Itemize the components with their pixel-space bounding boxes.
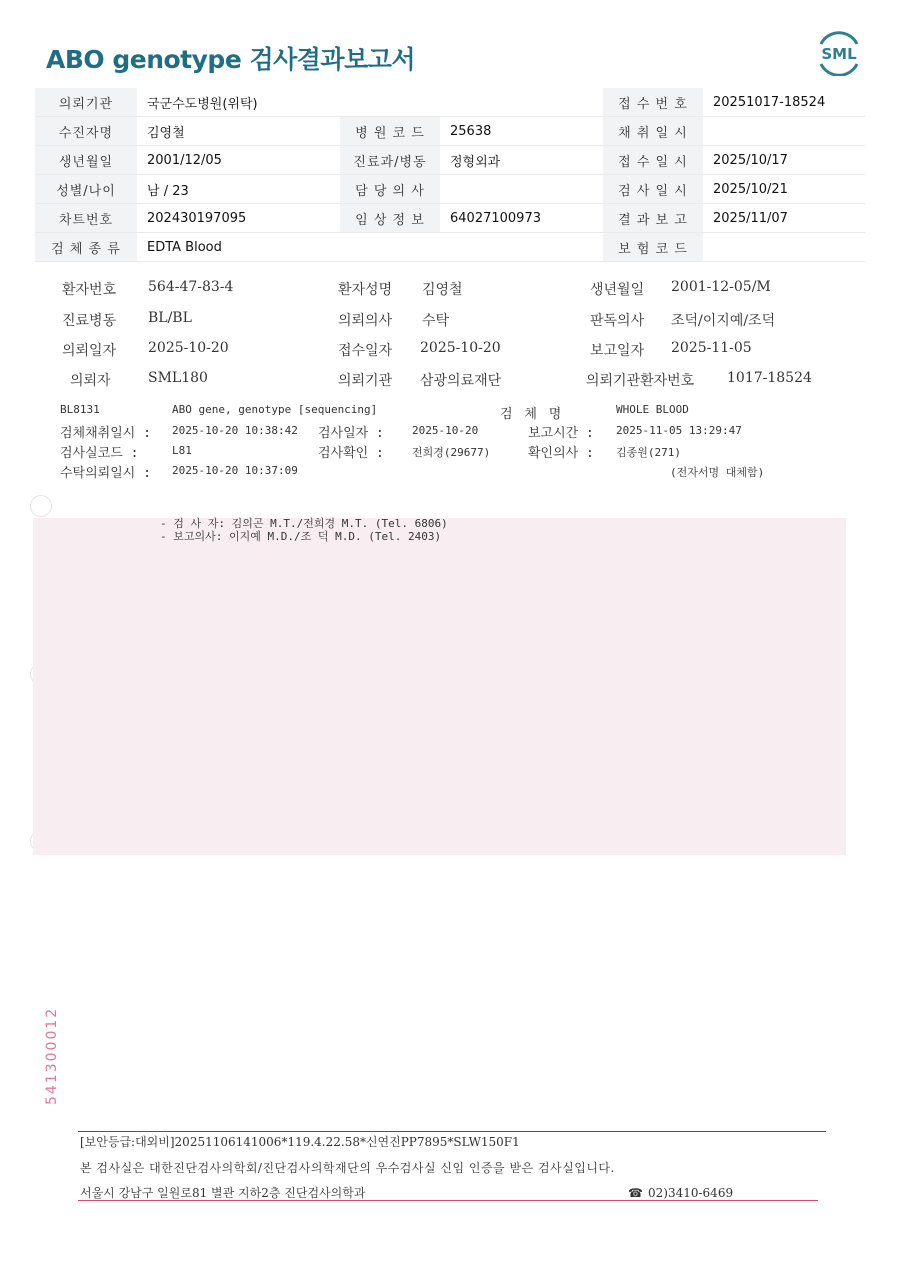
- result-area: [33, 518, 846, 855]
- value-specimen-name: WHOLE BLOOD: [616, 403, 689, 416]
- lab-address: 서울시 강남구 일원로81 별관 지하2층 진단검사의학과: [80, 1186, 366, 1200]
- label-confirm-doctor: 확인의사 :: [528, 446, 594, 461]
- label-report-patient-name: 환자성명: [338, 282, 393, 298]
- info-row: [35, 146, 865, 175]
- label-test-confirm: 검사확인 :: [318, 446, 384, 461]
- value-lab-code: L81: [172, 444, 192, 457]
- phone-icon: ☎: [628, 1186, 643, 1200]
- e-signature-note: (전자서명 대체함): [670, 466, 765, 479]
- value-institution-patient-no: 1017-18524: [727, 370, 812, 386]
- lab-phone: 02)3410-6469: [648, 1186, 734, 1200]
- info-row: [35, 204, 865, 233]
- certification-line: 본 검사실은 대한진단검사의학회/진단검사의학재단의 우수검사실 신임 인증을 받은 검사실입니다.: [80, 1161, 615, 1175]
- label-result-report: 결 과 보 고: [603, 204, 703, 233]
- punch-hole: [30, 495, 52, 517]
- label-clinical-info: 임 상 정 보: [340, 204, 440, 233]
- value-report-patient-name: 김영철: [422, 282, 463, 298]
- value-test-confirm: 전희경(29677): [412, 446, 491, 459]
- value-patient-no: 564-47-83-4: [148, 279, 234, 295]
- value-receipt-no: 20251017-18524: [703, 88, 865, 117]
- label-report-dob: 생년월일: [590, 282, 645, 298]
- value-requesting-doctor: 수탁: [422, 313, 450, 329]
- label-sex-age: 성별/나이: [35, 175, 137, 204]
- label-hospital-code: 병 원 코 드: [340, 117, 440, 146]
- label-ward: 진료병동: [62, 313, 117, 329]
- label-request-date: 의뢰일자: [62, 343, 117, 359]
- sml-logo: [815, 30, 863, 76]
- label-insurance-code: 보 험 코 드: [603, 233, 703, 262]
- value-collection-time: [703, 117, 865, 146]
- value-request-date: 2025-10-20: [148, 340, 229, 356]
- info-row: [35, 233, 865, 262]
- value-department: 정형외과: [440, 146, 603, 175]
- value-requester: SML180: [148, 370, 208, 386]
- value-report-dob: 2001-12-05/M: [671, 279, 771, 295]
- label-requesting-doctor: 의뢰의사: [338, 313, 393, 329]
- label-requester: 의뢰자: [70, 373, 111, 389]
- label-report-institution: 의뢰기관: [338, 373, 393, 389]
- value-insurance-code: [703, 233, 865, 262]
- value-receive-date: 2025-10-20: [420, 340, 501, 356]
- test-name: ABO gene, genotype [sequencing]: [172, 403, 378, 416]
- footer-divider: [78, 1131, 826, 1132]
- label-specimen-type: 검 체 종 류: [35, 233, 137, 262]
- security-line: [보안등급:대외비]20251106141006*119.4.22.58*신연진PP7895*SLW150F1: [80, 1135, 520, 1149]
- value-report-date: 2025-11-05: [671, 340, 752, 356]
- value-confirm-doctor: 김종원(271): [616, 446, 681, 459]
- label-lab-code: 검사실코드 :: [60, 446, 139, 461]
- label-receipt-time: 접 수 일 시: [603, 146, 703, 175]
- staff-line-tester: - 검 사 자: 김의곤 M.T./전희경 M.T. (Tel. 6806): [160, 517, 448, 530]
- value-patient-name: 김영철: [137, 117, 340, 146]
- label-chart-no: 차트번호: [35, 204, 137, 233]
- label-consign-datetime: 수탁의뢰일시 :: [60, 466, 152, 481]
- value-sex-age: 남 / 23: [137, 175, 340, 204]
- label-receive-date: 접수일자: [338, 343, 393, 359]
- value-hospital-code: 25638: [440, 117, 603, 146]
- footer-underline: [78, 1200, 818, 1201]
- label-specimen-name: 검 체 명: [500, 407, 564, 422]
- label-collection-datetime: 검체채취일시 :: [60, 426, 152, 441]
- value-ward: BL/BL: [148, 310, 192, 326]
- value-test-time: 2025/10/21: [703, 175, 865, 204]
- label-test-date: 검사일자 :: [318, 426, 384, 441]
- label-dob: 생년월일: [35, 146, 137, 175]
- patient-info-table: [35, 88, 865, 262]
- label-reading-doctor: 판독의사: [590, 313, 645, 329]
- value-report-time: 2025-11-05 13:29:47: [616, 424, 742, 437]
- info-row: [35, 175, 865, 204]
- label-collection-time: 채 취 일 시: [603, 117, 703, 146]
- value-consign-datetime: 2025-10-20 10:37:09: [172, 464, 298, 477]
- value-collection-datetime: 2025-10-20 10:38:42: [172, 424, 298, 437]
- test-code: BL8131: [60, 403, 100, 416]
- value-dob: 2001/12/05: [137, 146, 340, 175]
- label-patient-name: 수진자명: [35, 117, 137, 146]
- info-row: [35, 117, 865, 146]
- label-receipt-no: 접 수 번 호: [603, 88, 703, 117]
- value-test-date: 2025-10-20: [412, 424, 479, 437]
- report-title: ABO genotype 검사결과보고서: [46, 45, 416, 74]
- value-chart-no: 202430197095: [137, 204, 340, 233]
- label-requesting-institution: 의뢰기관: [35, 88, 137, 117]
- value-specimen-type: EDTA Blood: [137, 233, 603, 262]
- label-report-time: 보고시간 :: [528, 426, 594, 441]
- value-attending-doctor: [440, 175, 603, 204]
- side-serial-number: 541300012: [44, 1006, 60, 1105]
- label-department: 진료과/병동: [340, 146, 440, 175]
- label-institution-patient-no: 의뢰기관환자번호: [586, 373, 695, 389]
- label-patient-no: 환자번호: [62, 282, 117, 298]
- value-result-report: 2025/11/07: [703, 204, 865, 233]
- logo-text: SML: [821, 45, 857, 63]
- staff-line-report-doctor: - 보고의사: 이지예 M.D./조 덕 M.D. (Tel. 2403): [160, 530, 442, 543]
- label-report-date: 보고일자: [590, 343, 645, 359]
- value-report-institution: 삼광의료재단: [420, 373, 502, 389]
- info-row: [35, 88, 865, 117]
- label-test-time: 검 사 일 시: [603, 175, 703, 204]
- label-attending-doctor: 담 당 의 사: [340, 175, 440, 204]
- value-receipt-time: 2025/10/17: [703, 146, 865, 175]
- value-clinical-info: 64027100973: [440, 204, 603, 233]
- value-reading-doctor: 조덕/이지예/조덕: [671, 313, 776, 329]
- value-requesting-institution: 국군수도병원(위탁): [137, 88, 603, 117]
